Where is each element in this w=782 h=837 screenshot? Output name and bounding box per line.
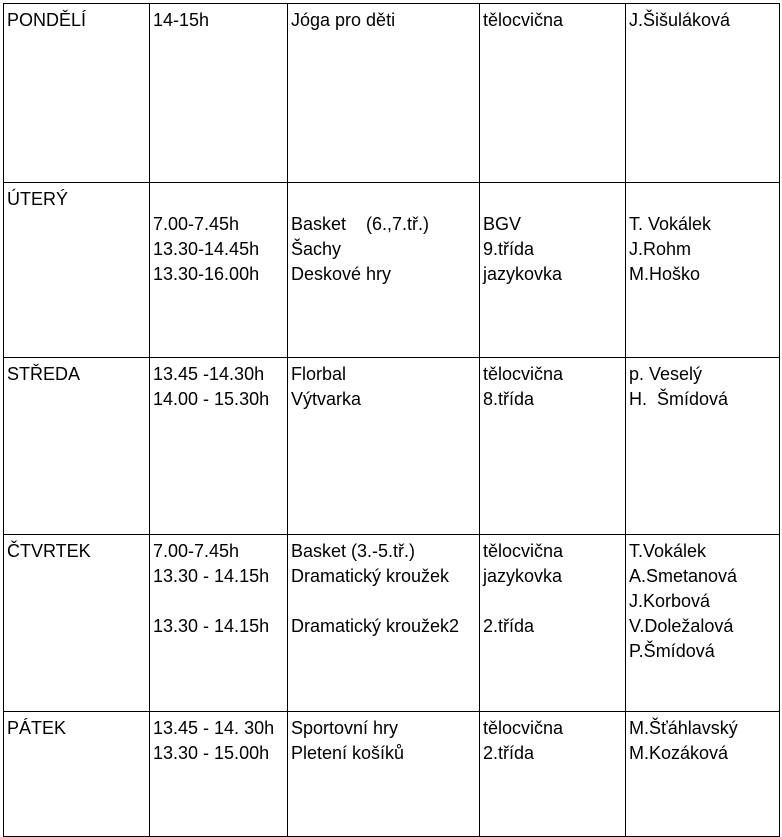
teacher-cell [626,535,780,712]
place-text: 8.třída [483,389,535,409]
table-row [4,712,780,837]
teacher-text: P.Šmídová [629,641,715,661]
activity-cell [288,535,480,712]
activity-text: Dramatický kroužek [291,566,450,586]
activity-text: Deskové hry [291,264,392,284]
spacer [629,187,776,212]
place-text: tělocvična [483,364,564,384]
time-cell [150,535,288,712]
time-text: 14-15h [153,10,210,30]
time-text: 13.30 - 15.00h [153,743,270,763]
spacer [153,589,284,614]
place-text: jazykovka [483,566,563,586]
spacer [483,187,622,212]
place-text: tělocvična [483,718,564,738]
teacher-text: J.Rohm [629,239,692,259]
teacher-text: M.Hoško [629,264,701,284]
place-cell [480,4,626,183]
teacher-text: T.Vokálek [629,541,707,561]
spacer [291,187,476,212]
activity-text: Sportovní hry [291,718,399,738]
time-cell [150,712,288,837]
activity-text: Florbal [291,364,347,384]
teacher-text: M.Šťáhlavský [629,718,738,738]
place-text: 9.třída [483,239,535,259]
teacher-text: p. Veselý [629,364,703,384]
activity-cell [288,712,480,837]
spacer [483,589,622,614]
spacer [153,187,284,212]
day-cell [4,4,150,183]
teacher-text: V.Doležalová [629,616,734,636]
time-text: 13.30 - 14.15h [153,566,270,586]
time-text: 14.00 - 15.30h [153,389,270,409]
activity-cell [288,358,480,535]
activity-text: Pletení košíků [291,743,405,763]
activity-text: Jóga pro děti [291,10,396,30]
place-cell [480,712,626,837]
activity-text: Šachy [291,239,342,259]
teacher-text: A.Smetanová [629,566,738,586]
activity-cell [288,4,480,183]
place-cell [480,183,626,358]
day-label: ÚTERÝ [7,189,69,209]
activity-text: Basket (3.-5.tř.) [291,541,416,561]
spacer [291,589,476,614]
day-label: PÁTEK [7,718,67,738]
place-cell [480,535,626,712]
teacher-text: T. Vokálek [629,214,712,234]
teacher-cell [626,358,780,535]
time-text: 7.00-7.45h [153,214,240,234]
teacher-text: J.Šišuláková [629,10,731,30]
time-cell [150,4,288,183]
day-cell [4,183,150,358]
time-text: 13.30-14.45h [153,239,260,259]
activity-text: Dramatický kroužek2 [291,616,460,636]
table-row [4,183,780,358]
place-text: tělocvična [483,10,564,30]
teacher-text: J.Korbová [629,591,711,611]
schedule-table [3,3,780,837]
table-row [4,358,780,535]
activity-cell [288,183,480,358]
day-cell [4,358,150,535]
time-text: 13.45 - 14. 30h [153,718,275,738]
table-row [4,535,780,712]
activity-text: Basket (6.,7.tř.) [291,214,430,234]
time-cell [150,358,288,535]
teacher-cell [626,4,780,183]
day-cell [4,535,150,712]
day-cell [4,712,150,837]
place-text: tělocvična [483,541,564,561]
day-label: PONDĚLÍ [7,10,87,30]
place-cell [480,358,626,535]
teacher-cell [626,712,780,837]
day-label: STŘEDA [7,364,81,384]
place-text: jazykovka [483,264,563,284]
teacher-text: M.Kozáková [629,743,729,763]
place-text: 2.třída [483,743,535,763]
place-text: 2.třída [483,616,535,636]
day-label: ČTVRTEK [7,541,91,561]
activity-text: Výtvarka [291,389,362,409]
teacher-cell [626,183,780,358]
time-text: 13.30 - 14.15h [153,616,270,636]
place-text: BGV [483,214,522,234]
time-cell [150,183,288,358]
time-text: 7.00-7.45h [153,541,240,561]
teacher-text: H. Šmídová [629,389,729,409]
time-text: 13.30-16.00h [153,264,260,284]
table-row [4,4,780,183]
time-text: 13.45 -14.30h [153,364,265,384]
